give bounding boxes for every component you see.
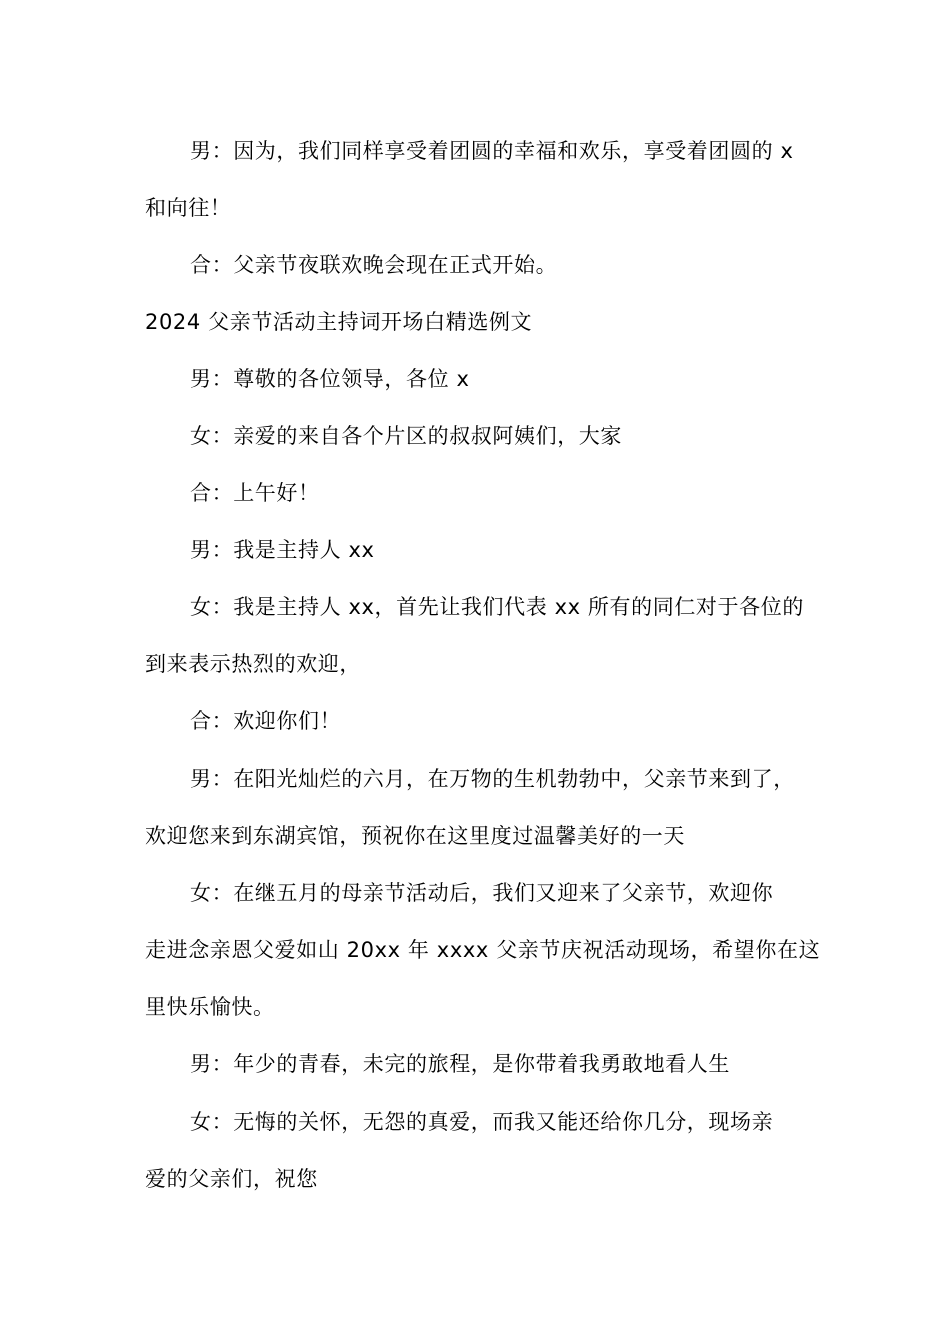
text-line: 欢迎您来到东湖宾馆，预祝你在这里度过温馨美好的一天 — [145, 824, 685, 848]
text-line: 男：因为，我们同样享受着团圆的幸福和欢乐，享受着团圆的 x — [190, 139, 794, 163]
text-line: 爱的父亲们，祝您 — [145, 1167, 318, 1191]
text-line: 女：亲爱的来自各个片区的叔叔阿姨们，大家 — [190, 424, 622, 448]
section-heading: 2024 父亲节活动主持词开场白精选例文 — [145, 310, 533, 334]
text-line: 男：尊敬的各位领导，各位 x — [190, 367, 470, 391]
text-line: 合：父亲节夜联欢晚会现在正式开始。 — [190, 253, 558, 277]
text-line: 女：我是主持人 xx，首先让我们代表 xx 所有的同仁对于各位的 — [190, 595, 804, 619]
text-line: 女：在继五月的母亲节活动后，我们又迎来了父亲节，欢迎你 — [190, 881, 774, 905]
text-line: 里快乐愉快。 — [145, 995, 275, 1019]
text-line: 女：无悔的关怀，无怨的真爱，而我又能还给你几分，现场亲 — [190, 1110, 774, 1134]
text-line: 男：我是主持人 xx — [190, 538, 375, 562]
text-line: 合：上午好！ — [190, 481, 320, 505]
text-line: 到来表示热烈的欢迎， — [145, 652, 361, 676]
text-line: 男：年少的青春，未完的旅程，是你带着我勇敢地看人生 — [190, 1052, 730, 1076]
text-line: 合：欢迎你们！ — [190, 709, 342, 733]
text-line: 男：在阳光灿烂的六月，在万物的生机勃勃中，父亲节来到了， — [190, 767, 795, 791]
text-line: 和向往！ — [145, 196, 232, 220]
text-line: 走进念亲恩父爱如山 20xx 年 xxxx 父亲节庆祝活动现场，希望你在这 — [145, 938, 821, 962]
